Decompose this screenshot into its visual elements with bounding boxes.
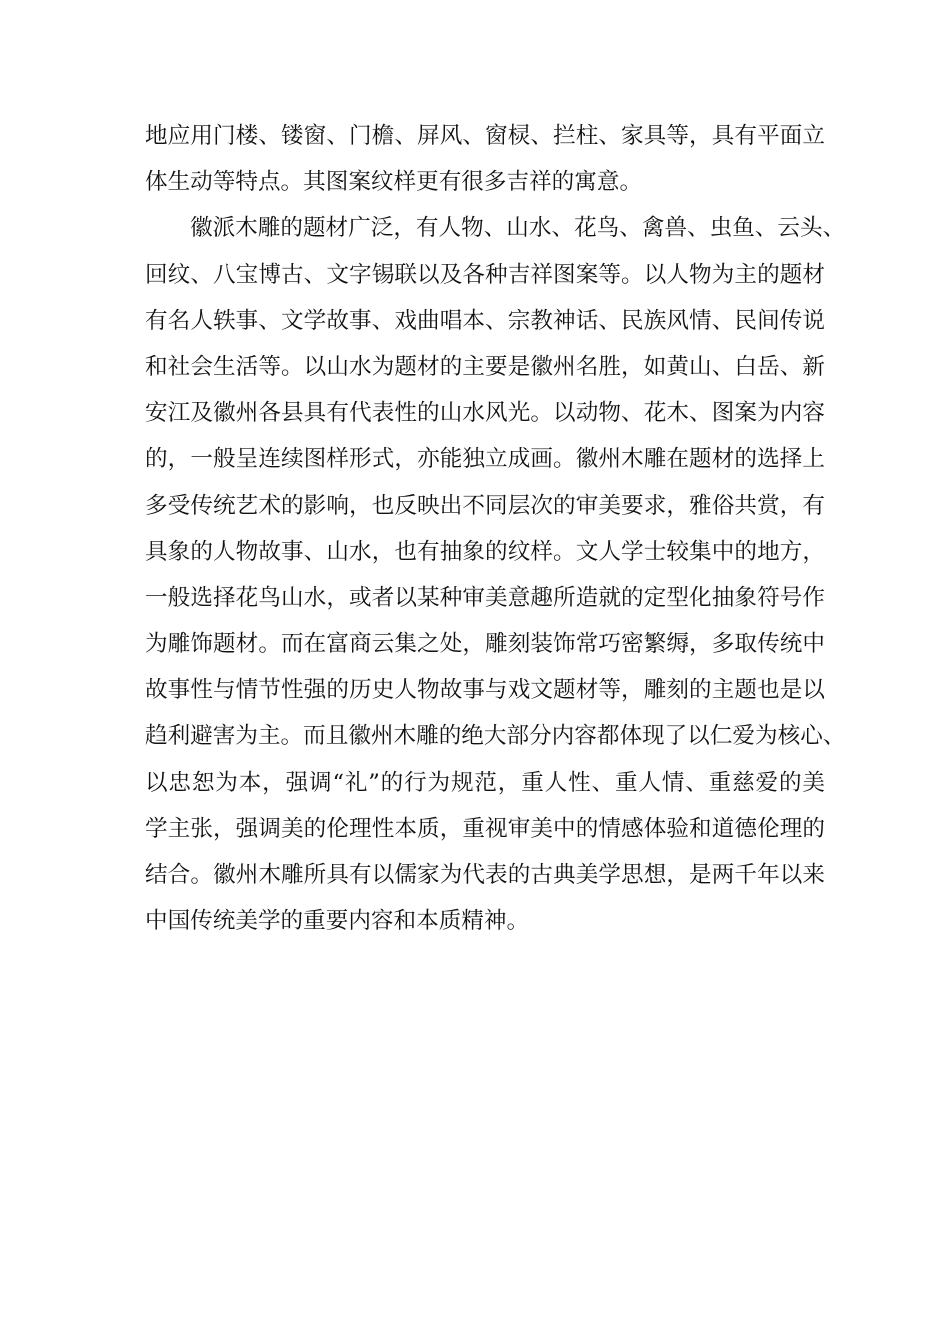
text-line: 中国传统美学的重要内容和本质精神。 [145, 908, 530, 935]
text-line: 一般选择花鸟山水，或者以某种审美意趣所造就的定型化抽象符号作 [145, 584, 825, 611]
text-line: 和社会生活等。以山水为题材的主要是徽州名胜，如黄山、白岳、新 [145, 353, 825, 380]
text-line: 学主张，强调美的伦理性本质，重视审美中的情感体验和道德伦理的 [145, 815, 825, 842]
body-text [145, 113, 846, 944]
text-line: 故事性与情节性强的历史人物故事与戏文题材等，雕刻的主题也是以 [145, 677, 825, 704]
text-line: 为雕饰题材。而在富商云集之处，雕刻装饰常巧密繁缛，多取传统中 [145, 631, 825, 658]
text-line: 趋利避害为主。而且徽州木雕的绝大部分内容都体现了以仁爱为核心、 [145, 723, 846, 750]
text-line: 以忠恕为本，强调“礼”的行为规范，重人性、重人情、重慈爱的美 [145, 769, 825, 796]
text-line: 地应用门楼、镂窗、门檐、屏风、窗棂、拦柱、家具等，具有平面立 [145, 123, 825, 149]
text-line: 体生动等特点。其图案纹样更有很多吉祥的寓意。 [145, 169, 643, 196]
text-line: 的，一般呈连续图样形式，亦能独立成画。徽州木雕在题材的选择上 [145, 446, 825, 473]
paragraph-first-line: 徽派木雕的题材广泛，有人物、山水、花鸟、禽兽、虫鱼、云头、 [190, 215, 846, 242]
text-line: 结合。徽州木雕所具有以儒家为代表的古典美学思想，是两千年以来 [145, 862, 825, 888]
text-line: 回纹、八宝博古、文字锡联以及各种吉祥图案等。以人物为主的题材 [145, 261, 825, 288]
text-line: 安江及徽州各县具有代表性的山水风光。以动物、花木、图案为内容 [145, 400, 825, 427]
text-line: 多受传统艺术的影响，也反映出不同层次的审美要求，雅俗共赏，有 [145, 492, 825, 519]
text-line: 有名人轶事、文学故事、戏曲唱本、宗教神话、民族风情、民间传说 [145, 307, 825, 334]
text-line: 具象的人物故事、山水，也有抽象的纹样。文人学士较集中的地方， [145, 538, 825, 565]
